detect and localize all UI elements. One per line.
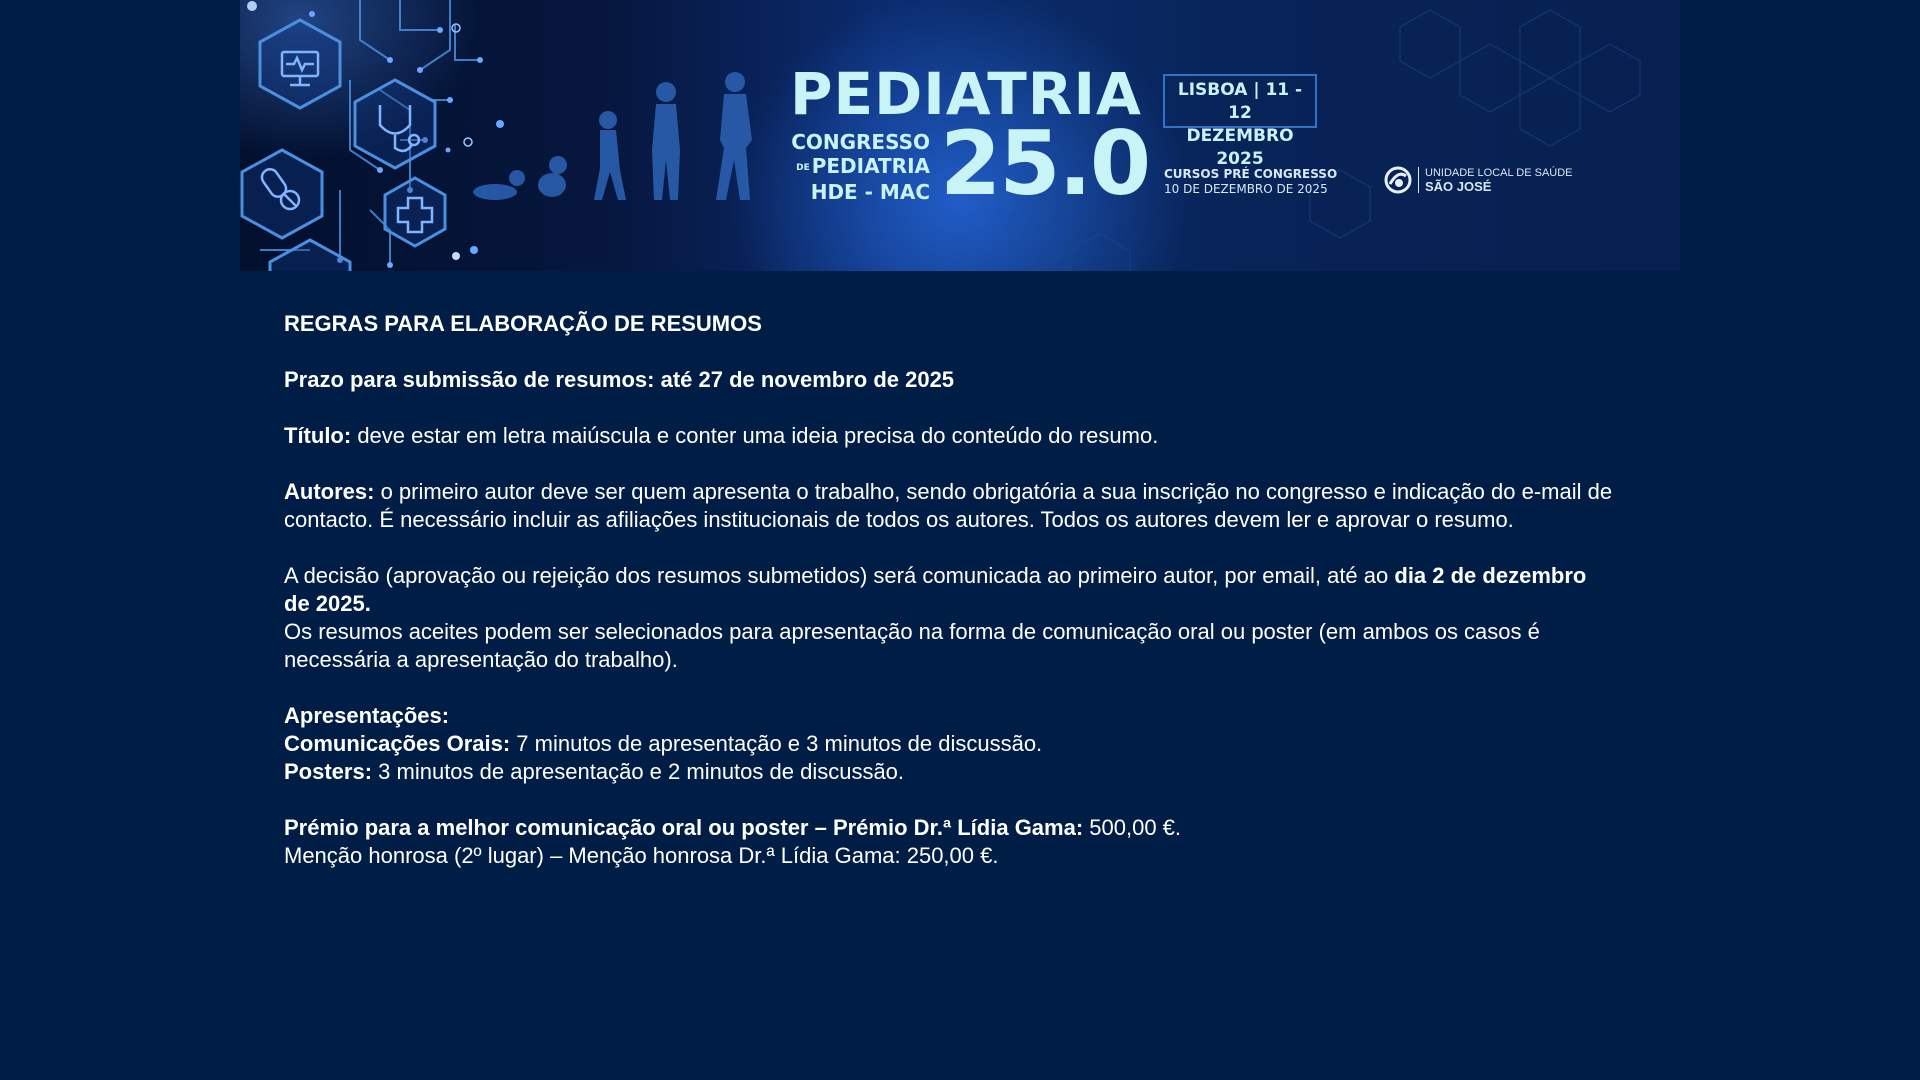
poster-text: 3 minutos de apresentação e 2 minutos de discussão. bbox=[372, 759, 905, 784]
authors-rule-label: Autores: bbox=[284, 479, 375, 504]
ulsj-logo-icon bbox=[1384, 166, 1412, 194]
congress-de: DE bbox=[796, 162, 810, 173]
event-title: PEDIATRIA bbox=[790, 60, 1142, 128]
prize-label: Prémio para a melhor comunicação oral ou poster – Prémio Dr.ª Lídia Gama: bbox=[284, 815, 1084, 840]
congress-pediatria: PEDIATRIA bbox=[811, 154, 930, 178]
rules-heading: REGRAS PARA ELABORAÇÃO DE RESUMOS bbox=[284, 311, 762, 336]
oral-text: 7 minutos de apresentação e 3 minutos de discussão. bbox=[510, 731, 1043, 756]
poster-label: Posters: bbox=[284, 759, 373, 784]
logo-separator bbox=[1418, 167, 1419, 193]
oral-presentations bbox=[284, 730, 1614, 758]
event-location-dates: LISBOA | 11 - 12 bbox=[1177, 80, 1303, 123]
prize-value: 500,00 €. bbox=[1083, 815, 1182, 840]
title-rule-text: deve estar em letra maiúscula e conter uma ideia precisa do conteúdo do resumo. bbox=[351, 423, 1159, 448]
title-rule-label: Título: bbox=[284, 423, 352, 448]
decision-text: A decisão (aprovação ou rejeição dos resumos submetidos) será comunicada ao primeiro autor, por email, até ao bbox=[284, 563, 1395, 588]
ulsj-logo bbox=[1384, 166, 1573, 194]
abstract-rules-content bbox=[284, 310, 1614, 870]
ulsj-text bbox=[1425, 167, 1573, 193]
accepted-paragraph: Os resumos aceites podem ser selecionados para apresentação na forma de comunicação oral ou poster (em ambos os casos é necessária a apresentação do trabalho). bbox=[284, 619, 1540, 672]
congress-line-2 bbox=[790, 154, 930, 180]
ulsj-line-2: SÃO JOSÉ bbox=[1425, 179, 1492, 194]
event-date-box bbox=[1163, 74, 1317, 169]
poster-presentations bbox=[284, 758, 1614, 786]
cursos-title: CURSOS PRÉ CONGRESSO bbox=[1164, 167, 1338, 181]
ulsj-line-1: UNIDADE LOCAL DE SAÚDE bbox=[1425, 167, 1573, 179]
authors-rule bbox=[284, 478, 1614, 534]
cursos-date: 10 DE DEZEMBRO DE 2025 bbox=[1164, 182, 1328, 196]
prize-line bbox=[284, 814, 1614, 842]
congress-banner bbox=[240, 0, 1680, 271]
presentations-heading: Apresentações: bbox=[284, 703, 450, 728]
oral-label: Comunicações Orais: bbox=[284, 731, 511, 756]
title-rule bbox=[284, 422, 1614, 450]
pre-congress-courses bbox=[1164, 167, 1337, 197]
decision-paragraph bbox=[284, 562, 1614, 618]
authors-rule-text: o primeiro autor deve ser quem apresenta o trabalho, sendo obrigatória a sua inscrição no congresso e indicação do e-mail de contacto. É necessário incluir as afiliações institucionais de todos os autores. Todos os autores devem ler e aprovar o resumo. bbox=[284, 479, 1613, 532]
honorable-mention: Menção honrosa (2º lugar) – Menção honrosa Dr.ª Lídia Gama: 250,00 €. bbox=[284, 843, 999, 868]
child-growth-silhouettes bbox=[473, 72, 752, 200]
congress-line-1: CONGRESSO bbox=[791, 130, 930, 154]
event-month-year: DEZEMBRO 2025 bbox=[1186, 126, 1294, 169]
congress-line-3: HDE - MAC bbox=[810, 179, 930, 204]
decision-date: dia 2 de dezembro de 2025. bbox=[284, 563, 1587, 616]
edition-number: 25.0 bbox=[940, 112, 1150, 215]
congress-subtitle bbox=[790, 130, 930, 204]
submission-deadline: Prazo para submissão de resumos: até 27 de novembro de 2025 bbox=[284, 367, 955, 392]
